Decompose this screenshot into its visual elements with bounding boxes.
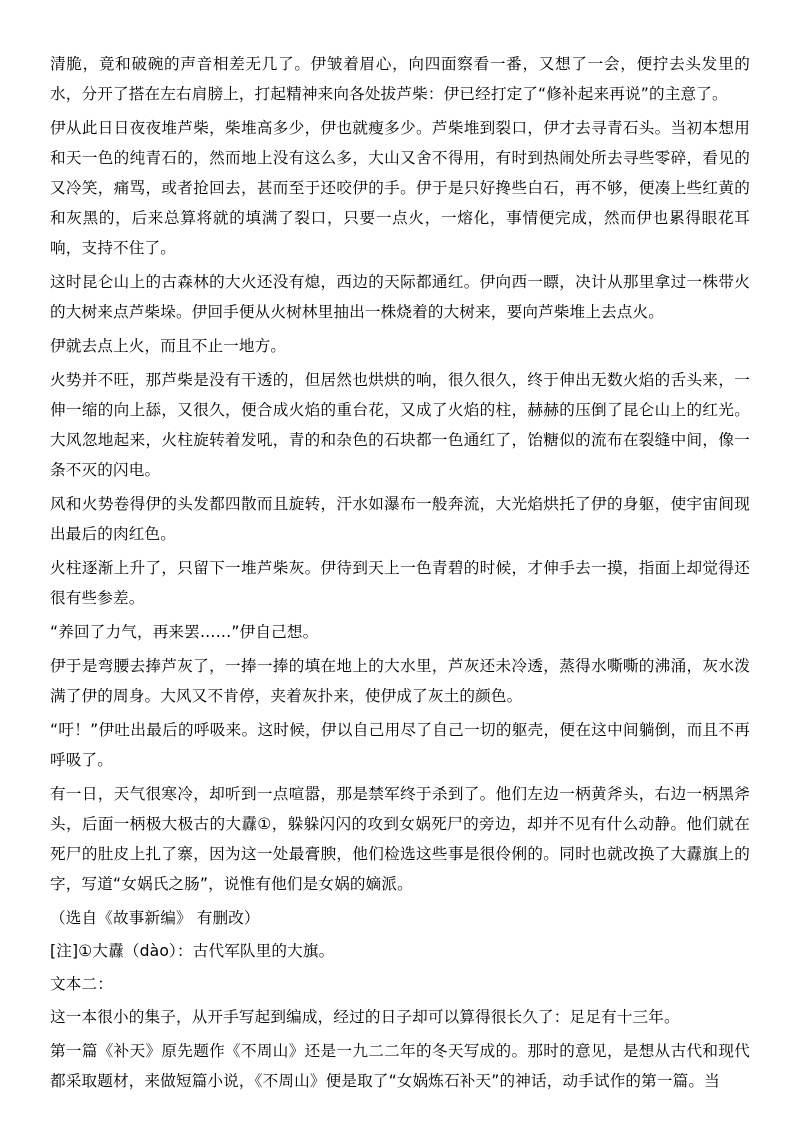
paragraph-7: 火柱逐渐上升了，只留下一堆芦柴灰。伊待到天上一色青碧的时候，才伸手去一摸，指面上却觉得还很有些参差。 xyxy=(50,559,750,607)
source-note: （选自《故事新编》 有删改） xyxy=(50,909,260,927)
paragraph-8: “养回了力气，再来罢……”伊自己想。 xyxy=(50,623,319,641)
paragraph-6: 风和火势卷得伊的头发都四散而且旋转，汗水如瀑布一般奔流，大光焰烘托了伊的身躯，使宇宙间现出最后的肉红色。 xyxy=(50,495,750,543)
paragraph-4: 伊就去点上火，而且不止一地方。 xyxy=(50,337,287,355)
paragraph-9: 伊于是弯腰去捧芦灰了，一捧一捧的填在地上的大水里，芦灰还未冷透，蒸得水嘶嘶的沸涌，灰水泼满了伊的周身。大风又不肯停，夹着灰扑来，使伊成了灰土的颜色。 xyxy=(50,657,750,705)
paragraph-3: 这时昆仑山上的古森林的大火还没有熄，西边的天际都通红。伊向西一瞟，决计从那里拿过一株带火的大树来点芦柴垛。伊回手便从火树林里抽出一株烧着的大树来，要向芦柴堆上去点火。 xyxy=(50,273,750,321)
paragraph-11: 有一日，天气很寒冷，却听到一点喧嚣，那是禁军终于杀到了。他们左边一柄黄斧头，右边一柄黑斧头，后面一柄极大极古的大纛①，躲躲闪闪的攻到女娲死尸的旁边，却并不见有什么动静。他们就在死尸的肚皮上扎了寨，因为这一处最膏腴，他们检选这些事是很伶俐的。同时也就改换了大纛旗上的字，写道“女娲氏之肠”，说惟有他们是女娲的嫡派。 xyxy=(50,785,750,893)
paragraph-13: 第一篇《补天》原先题作《不周山》还是一九二二年的冬天写成的。那时的意见，是想从古代和现代都采取题材，来做短篇小说，《不周山》便是取了“女娲炼石补天”的神话，动手试作的第一篇。当 xyxy=(50,1042,750,1090)
paragraph-1: 清脆，竟和破碗的声音相差无几了。伊皱着眉心，向四面察看一番，又想了一会，便拧去头发里的水，分开了搭在左右肩膀上，打起精神来向各处拔芦柴：伊已经打定了“修补起来再说”的主意了。 xyxy=(50,55,750,103)
footnote: [注]①大纛（dào）：古代军队里的大旗。 xyxy=(50,942,335,960)
paragraph-5: 火势并不旺，那芦柴是没有干透的，但居然也烘烘的响，很久很久，终于伸出无数火焰的舌头来，一伸一缩的向上舔，又很久，便合成火焰的重台花，又成了火焰的柱，赫赫的压倒了昆仑山上的红光。大风忽地起来，火柱旋转着发吼，青的和杂色的石块都一色通红了，饴糖似的流布在裂缝中间，像一条不灭的闪电。 xyxy=(50,371,750,479)
document-page xyxy=(50,49,750,1100)
section-label-text-two: 文本二： xyxy=(50,975,113,993)
paragraph-10: “吁！”伊吐出最后的呼吸来。这时候，伊以自己用尽了自己一切的躯壳，便在这中间躺倒，而且不再呼吸了。 xyxy=(50,721,750,769)
paragraph-2: 伊从此日日夜夜堆芦柴，柴堆高多少，伊也就瘦多少。芦柴堆到裂口，伊才去寻青石头。当初本想用和天一色的纯青石的，然而地上没有这么多，大山又舍不得用，有时到热闹处所去寻些零碎，看见的又冷笑，痛骂，或者抢回去，甚而至于还咬伊的手。伊于是只好搀些白石，再不够，便凑上些红黄的和灰黑的，后来总算将就的填满了裂口，只要一点火，一熔化，事情便完成，然而伊也累得眼花耳响，支持不住了。 xyxy=(50,119,750,257)
paragraph-12: 这一本很小的集子，从开手写起到编成，经过的日子却可以算得很长久了：足足有十三年。 xyxy=(50,1008,680,1026)
